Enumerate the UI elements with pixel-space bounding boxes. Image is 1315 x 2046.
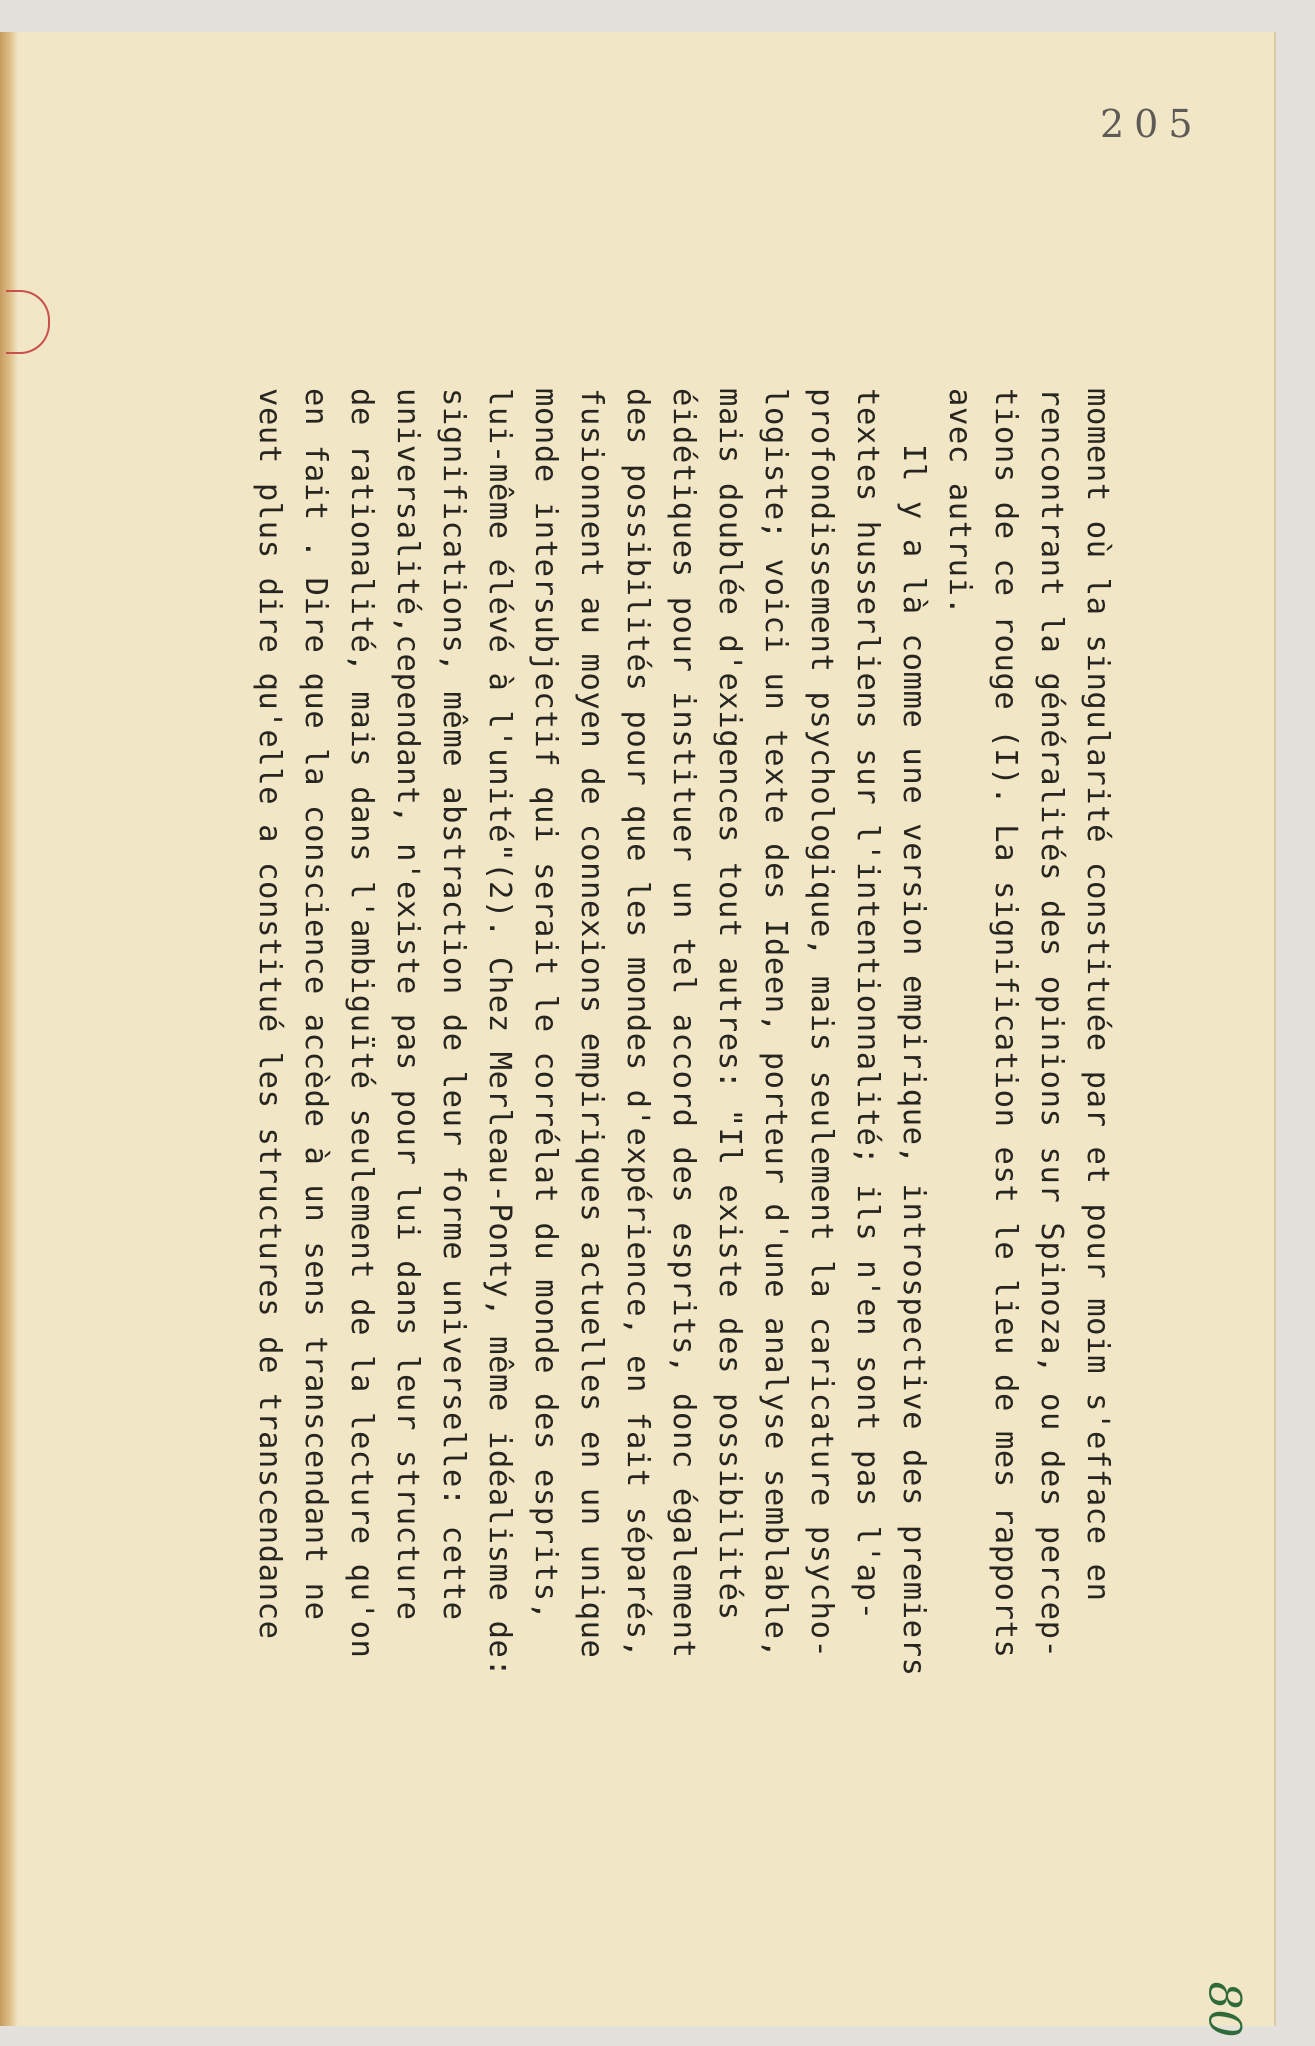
text-line: logiste; voici un texte des Ideen, porteur d'une analyse semblable, — [758, 388, 793, 1659]
text-line: moment où la singularité constituée par et pour moim s'efface en — [1080, 388, 1115, 1602]
text-line: universalité,cependant, n'existe pas pour lui dans leur structure — [390, 388, 425, 1621]
text-line: lui-même élévé à l'unité"(2). Chez Merleau-Ponty, même idéalisme de: — [482, 388, 517, 1678]
text-line: profondissement psychologique, mais seulement la caricature psycho- — [804, 388, 839, 1659]
page-number: 205 — [1100, 102, 1203, 146]
text-line: tions de ce rouge (I). La signification est le lieu de mes rapports — [988, 388, 1023, 1659]
text-line: veut plus dire qu'elle a constitué les structures de transcendance — [252, 388, 287, 1640]
red-pencil-mark — [6, 290, 50, 354]
text-line: fusionnent au moyen de connexions empiriques actuelles en un unique — [574, 388, 609, 1659]
handwritten-folio-note: 80 — [1198, 1981, 1250, 2038]
typed-text-block — [246, 388, 1120, 1988]
manuscript-page — [0, 32, 1276, 2038]
text-line: textes husserliens sur l'intentionnalité; ils n'en sont pas l'ap- — [850, 388, 885, 1621]
text-line: de rationalité, mais dans l'ambiguïté seulement de la lecture qu'on — [344, 388, 379, 1659]
text-line: rencontrant la généralités des opinions sur Spinoza, ou des percep- — [1034, 388, 1069, 1659]
text-line: avec autrui. — [942, 388, 977, 616]
text-line: des possibilités pour que les mondes d'expérience, en fait séparés, — [620, 388, 655, 1659]
text-line: mais doublée d'exigences tout autres: "Il existe des possibilités — [712, 388, 747, 1621]
text-line: en fait . Dire que la conscience accède à un sens transcendant ne — [298, 388, 333, 1621]
text-line: monde intersubjectif qui serait le corrélat du monde des esprits, — [528, 388, 563, 1621]
text-line: significations, même abstraction de leur forme universelle: cette — [436, 388, 471, 1621]
text-line: éidétiques pour instituer un tel accord des esprits, donc également — [666, 388, 701, 1659]
text-line: Il y a là comme une version empirique, introspective des premiers — [896, 444, 931, 1677]
